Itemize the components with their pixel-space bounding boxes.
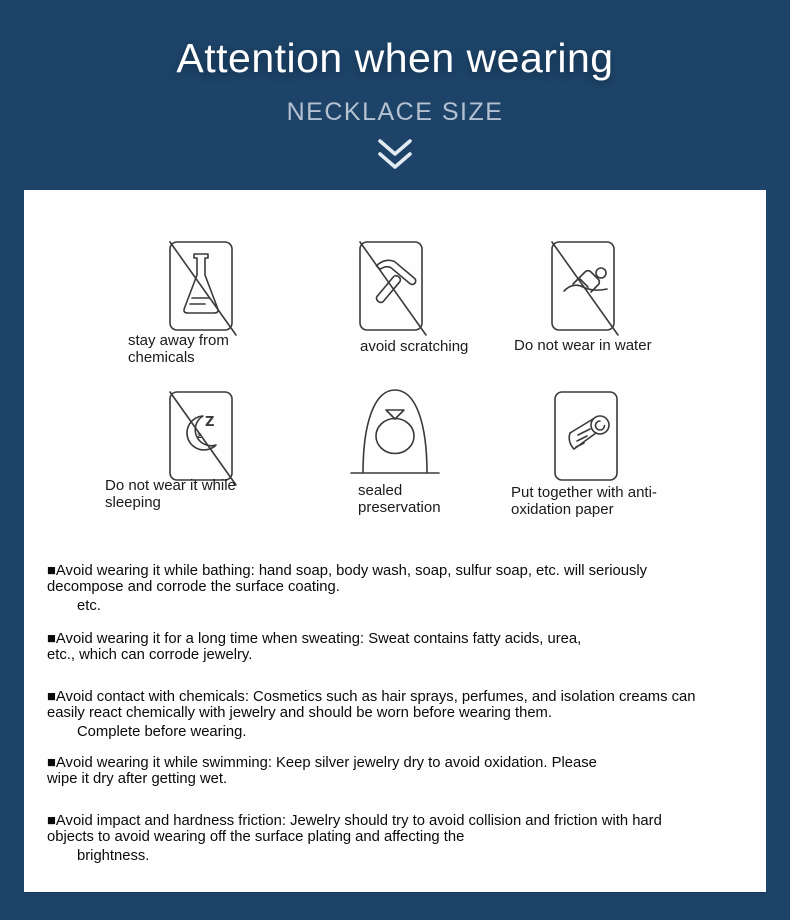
header-section [0, 0, 790, 174]
note-line: ■Avoid wearing it while bathing: hand soap, body wash, soap, sulfur soap, etc. will seriously [47, 563, 648, 579]
care-item-label-chemicals: stay away from chemicals [128, 332, 229, 366]
care-item-label-sleeping: Do not wear it while sleeping [105, 477, 236, 511]
care-card [24, 190, 766, 892]
note-paragraph-chemicals [47, 690, 696, 741]
note-line: wipe it dry after getting wet. [47, 770, 228, 787]
note-line: ■Avoid contact with chemicals: Cosmetics such as hair sprays, perfumes, and isolation creams can [47, 689, 696, 705]
svg-text:z: z [197, 431, 202, 440]
sealed-ring-bag-icon [350, 386, 440, 478]
note-continuation: Complete before wearing. [77, 724, 247, 740]
note-paragraph-sweating [47, 632, 581, 663]
note-paragraph-impact [47, 814, 662, 865]
no-sleeping-moon-icon [165, 388, 239, 486]
note-continuation: brightness. [77, 848, 150, 864]
note-line: decompose and corrode the surface coating. [47, 578, 340, 595]
note-line: ■Avoid impact and hardness friction: Jewelry should try to avoid collision and friction with hard [47, 813, 662, 829]
anti-oxidation-paper-scroll-icon [550, 388, 624, 486]
note-paragraph-swimming [47, 756, 597, 787]
no-swimming-icon [547, 238, 621, 336]
note-line: ■Avoid wearing it while swimming: Keep silver jewelry dry to avoid oxidation. Please [47, 755, 597, 771]
care-item-label-sealed: sealed preservation [358, 482, 441, 516]
no-scratching-hammer-icon [355, 238, 429, 336]
note-line: objects to avoid wearing off the surface plating and affecting the [47, 828, 465, 845]
page-title: Attention when wearing [176, 35, 614, 81]
no-chemicals-flask-icon [165, 238, 239, 336]
note-continuation: etc. [77, 598, 101, 614]
care-item-label-paper: Put together with anti- oxidation paper [511, 484, 657, 518]
double-chevron-down-icon [0, 138, 790, 174]
svg-text:Z: Z [205, 415, 215, 430]
care-item-label-water: Do not wear in water [514, 337, 652, 354]
care-item-label-scratching: avoid scratching [360, 338, 469, 355]
note-line: easily react chemically with jewelry and should be worn before wearing them. [47, 704, 552, 721]
note-line: ■Avoid wearing it for a long time when sweating: Sweat contains fatty acids, urea, [47, 631, 582, 647]
note-line: etc., which can corrode jewelry. [47, 646, 253, 663]
note-paragraph-bathing [47, 564, 647, 615]
page-subtitle: NECKLACE SIZE [286, 98, 504, 126]
